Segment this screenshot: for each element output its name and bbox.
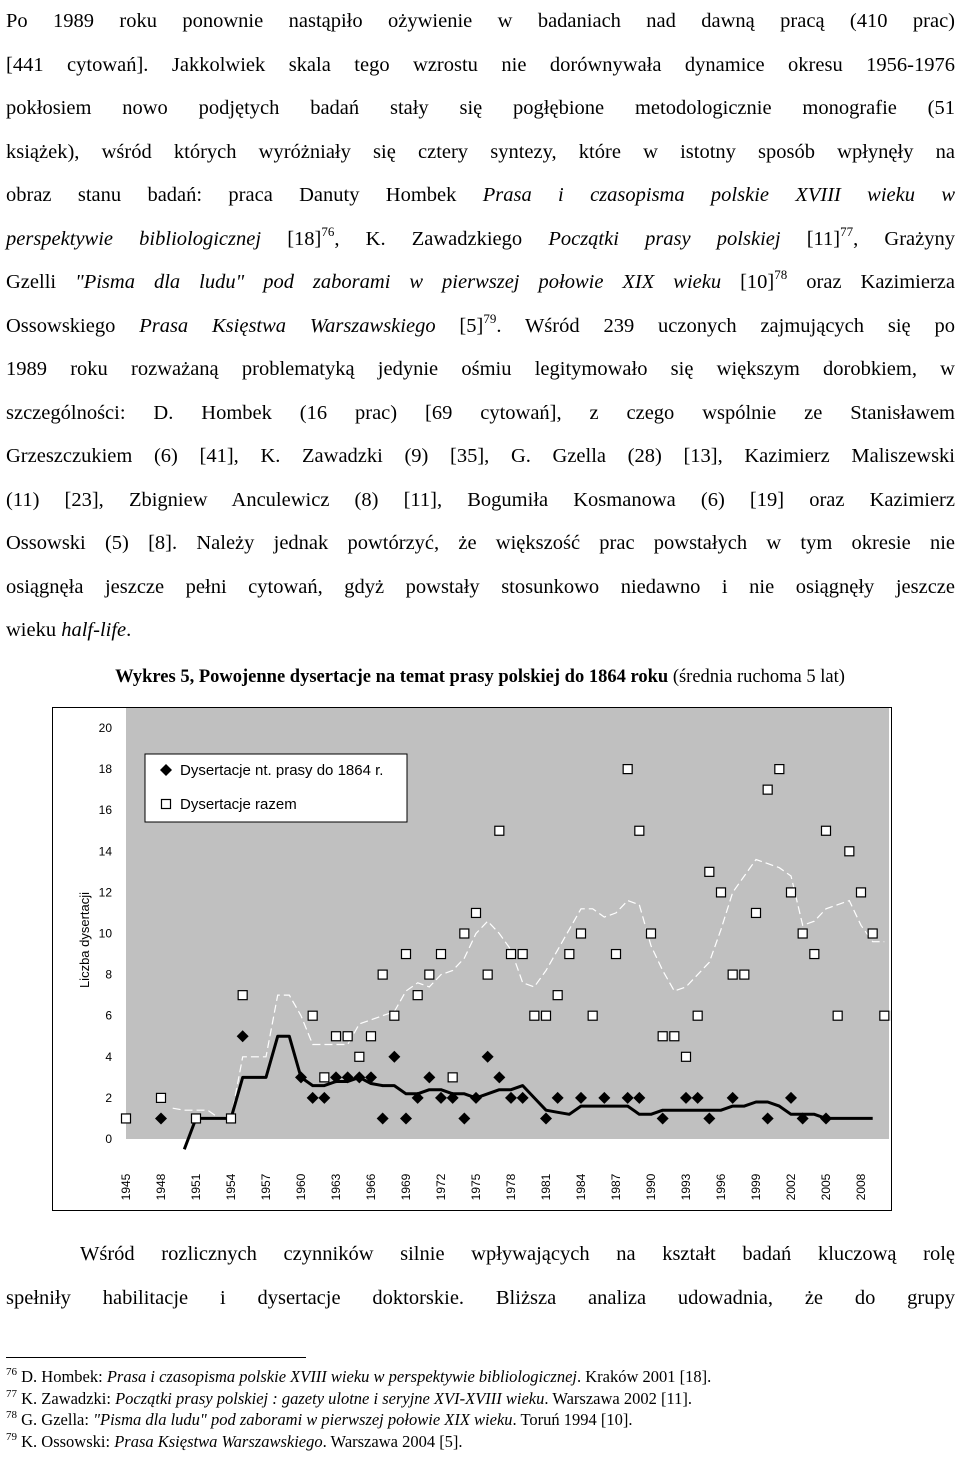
data-point-total-dissertations: [390, 1011, 399, 1020]
footnote-number: 79: [6, 1430, 17, 1443]
x-tick-label: 2005: [819, 1173, 833, 1201]
x-tick-label: 1981: [539, 1173, 553, 1201]
data-point-total-dissertations: [658, 1032, 667, 1041]
text-run: [10]: [721, 271, 775, 293]
data-point-total-dissertations: [635, 826, 644, 835]
text-run: Wśród rozlicznych czynników silnie wpływających na kształt badań kluczową rolę: [80, 1243, 955, 1265]
data-point-total-dissertations: [787, 888, 796, 897]
data-point-total-dissertations: [507, 950, 516, 959]
x-tick-label: 1996: [714, 1173, 728, 1201]
text-run: Grzeszczukiem (6) [41], K. Zawadzki (9) [35], G. Gzella (28) [13], Kazimierz Maliszewski: [6, 445, 955, 467]
italic-title: perspektywie bibliologicznej: [6, 227, 262, 250]
text-line: [6, 0, 955, 44]
italic-title: Prasa Księstwa Warszawskiego: [114, 1431, 323, 1451]
data-point-total-dissertations: [670, 1032, 679, 1041]
x-tick-label: 1978: [504, 1173, 518, 1201]
footnote-marker: 79: [483, 310, 497, 326]
footnote-rule: [6, 1357, 306, 1358]
data-point-total-dissertations: [472, 908, 481, 917]
text-run: . Toruń 1994 [10].: [512, 1410, 633, 1430]
x-tick-label: 1963: [329, 1173, 343, 1201]
x-tick-label: 2008: [854, 1173, 868, 1201]
y-tick-label: 0: [105, 1132, 112, 1146]
y-tick-label: 6: [105, 1008, 112, 1023]
data-point-total-dissertations: [798, 929, 807, 938]
data-point-total-dissertations: [483, 970, 492, 979]
x-tick-label: 1987: [609, 1173, 623, 1201]
text-run: . Kraków 2001 [18].: [577, 1367, 712, 1386]
data-point-total-dissertations: [530, 1011, 539, 1020]
footnote: [6, 1431, 956, 1453]
data-point-total-dissertations: [437, 950, 446, 959]
data-point-total-dissertations: [542, 1011, 551, 1020]
y-tick-label: 20: [98, 721, 112, 735]
text-run: K. Zawadzki:: [21, 1388, 116, 1408]
x-tick-label: 1993: [679, 1173, 693, 1201]
text-run: . Warszawa 2002 [11].: [544, 1388, 692, 1408]
x-tick-label: 1945: [119, 1173, 133, 1201]
data-point-total-dissertations: [332, 1032, 341, 1041]
data-point-total-dissertations: [402, 950, 411, 959]
data-point-total-dissertations: [227, 1114, 236, 1123]
x-tick-label: 1957: [259, 1173, 273, 1201]
italic-title: Początki prasy polskiej: [548, 227, 781, 250]
text-line: [6, 261, 955, 305]
text-line: [6, 566, 955, 610]
y-tick-label: 12: [98, 885, 112, 900]
data-point-total-dissertations: [367, 1032, 376, 1041]
italic-title: Prasa Księstwa Warszawskiego: [139, 314, 436, 337]
data-point-total-dissertations: [810, 950, 819, 959]
text-run: spełniły habilitacje i dysertacje doktorskie. Bliższa analiza udowadnia, że do grupy: [6, 1286, 955, 1309]
text-line: [6, 44, 955, 88]
y-tick-label: 10: [98, 926, 112, 941]
data-point-total-dissertations: [122, 1114, 131, 1123]
italic-title: Prasa i czasopisma polskie XVIII wieku w: [482, 184, 955, 206]
text-run: (11) [23], Zbigniew Anculewicz (8) [11], Bogumiła Kosmanowa (6) [19] oraz Kazimierz: [6, 488, 955, 511]
data-point-total-dissertations: [717, 888, 726, 897]
x-tick-label: 1960: [294, 1173, 308, 1201]
data-point-total-dissertations: [705, 867, 714, 876]
text-line: [6, 1233, 955, 1277]
text-run: osiągnęła jeszcze pełni cytowań, gdyż powstały stosunkowo niedawno i nie osiągnęły jeszcze: [6, 575, 955, 598]
data-point-total-dissertations: [857, 888, 866, 897]
text-run: [11]: [780, 227, 841, 250]
data-point-total-dissertations: [845, 847, 854, 856]
text-run: oraz Kazimierza: [787, 271, 955, 293]
footnote-number: 77: [6, 1387, 17, 1400]
footnote-marker: 76: [321, 223, 335, 239]
legend-label-total: Dysertacje razem: [180, 796, 297, 813]
text-run: G. Gzella:: [21, 1410, 94, 1430]
text-run: Ossowskiego: [6, 314, 140, 337]
data-point-total-dissertations: [868, 929, 877, 938]
y-tick-label: 2: [105, 1090, 112, 1105]
y-tick-label: 16: [98, 803, 112, 818]
text-line: [6, 435, 955, 479]
text-run: , K. Zawadzkiego: [334, 227, 549, 250]
data-point-total-dissertations: [775, 765, 784, 774]
text-run: wieku: [6, 619, 62, 641]
data-point-total-dissertations: [378, 970, 387, 979]
text-line: [6, 131, 955, 175]
legend-marker-square: [162, 800, 171, 809]
text-run: [5]: [435, 314, 484, 337]
x-tick-label: 1948: [154, 1173, 168, 1201]
italic-title: "Pisma dla ludu" pod zaborami w pierwszej połowie XIX wieku: [93, 1410, 513, 1430]
text-run: [441 cytowań]. Jakkolwiek skala tego wzrostu nie dorównywała dynamice okresu 1956-1976: [6, 53, 955, 76]
x-tick-label: 1990: [644, 1173, 658, 1201]
x-tick-label: 1975: [469, 1173, 483, 1201]
data-point-total-dissertations: [157, 1093, 166, 1102]
data-point-total-dissertations: [728, 970, 737, 979]
text-run: K. Ossowski:: [21, 1431, 115, 1451]
x-tick-label: 2002: [784, 1173, 798, 1201]
text-run: Ossowski (5) [8]. Należy jednak powtórzyć, że większość prac powstałych w tym okresie nie: [6, 532, 955, 554]
data-point-total-dissertations: [355, 1052, 364, 1061]
text-line: [6, 392, 955, 436]
text-line: [6, 1277, 955, 1321]
text-line: [6, 87, 955, 131]
y-tick-label: 4: [105, 1049, 112, 1064]
data-point-total-dissertations: [612, 950, 621, 959]
data-point-total-dissertations: [192, 1114, 201, 1123]
text-run: .: [126, 619, 132, 641]
data-point-total-dissertations: [518, 950, 527, 959]
footnotes: [6, 1366, 956, 1452]
data-point-total-dissertations: [752, 908, 761, 917]
y-tick-label: 14: [98, 844, 112, 859]
data-point-total-dissertations: [238, 991, 247, 1000]
data-point-total-dissertations: [623, 765, 632, 774]
italic-title: Prasa i czasopisma polskie XVIII wieku w perspektywie bibliologicznej: [106, 1367, 577, 1386]
text-line: [6, 348, 955, 392]
data-point-total-dissertations: [565, 950, 574, 959]
text-line: [6, 305, 955, 349]
y-tick-label: 8: [105, 967, 112, 982]
x-tick-label: 1969: [399, 1173, 413, 1201]
data-point-total-dissertations: [577, 929, 586, 938]
data-point-total-dissertations: [460, 929, 469, 938]
footnote: [6, 1366, 956, 1388]
footnote-marker: 78: [774, 267, 788, 282]
x-tick-label: 1951: [189, 1173, 203, 1201]
data-point-total-dissertations: [495, 826, 504, 835]
text-run: pokłosiem nowo podjętych badań stały się pogłębione metodologicznie monografie (51: [6, 97, 955, 119]
footnote-number: 76: [6, 1366, 17, 1378]
italic-title: half-life: [61, 619, 127, 641]
x-tick-label: 1984: [574, 1173, 588, 1201]
text-run: szczególności: D. Hombek (16 prac) [69 cytowań], z czego wspólnie ze Stanisławem: [6, 401, 955, 424]
legend-label-press: Dysertacje nt. prasy do 1864 r.: [180, 762, 384, 779]
text-line: [6, 174, 955, 218]
text-run: Gzelli: [6, 271, 76, 293]
figure-caption-note: (średnia ruchoma 5 lat): [668, 667, 845, 687]
data-point-total-dissertations: [343, 1032, 352, 1041]
data-point-total-dissertations: [740, 970, 749, 979]
text-run: [18]: [261, 227, 322, 250]
footnote: [6, 1409, 956, 1431]
chart-frame: [52, 707, 892, 1211]
y-tick-label: 18: [98, 762, 112, 777]
italic-title: "Pisma dla ludu" pod zaborami w pierwszej połowie XIX wieku: [75, 271, 722, 293]
data-point-total-dissertations: [425, 970, 434, 979]
text-run: . Wśród 239 uczonych zajmujących się po: [496, 314, 955, 337]
text-line: [6, 609, 955, 653]
data-point-total-dissertations: [448, 1073, 457, 1082]
x-tick-label: 1954: [224, 1173, 238, 1201]
body-paragraph-2: [6, 1233, 955, 1320]
chart: [53, 708, 891, 1210]
figure-caption: [0, 667, 960, 688]
data-point-total-dissertations: [413, 991, 422, 1000]
data-point-total-dissertations: [822, 826, 831, 835]
data-point-total-dissertations: [880, 1011, 889, 1020]
data-point-total-dissertations: [833, 1011, 842, 1020]
x-tick-label: 1966: [364, 1173, 378, 1201]
footnote-number: 78: [6, 1409, 17, 1422]
text-run: , Grażyny: [853, 227, 955, 250]
footnote-marker: 77: [840, 223, 854, 239]
data-point-total-dissertations: [647, 929, 656, 938]
figure-caption-title: Wykres 5, Powojenne dysertacje na temat prasy polskiej do 1864 roku: [115, 667, 669, 687]
body-paragraph-1: [6, 0, 955, 653]
data-point-total-dissertations: [553, 991, 562, 1000]
x-tick-label: 1972: [434, 1173, 448, 1201]
footnote: [6, 1388, 956, 1410]
data-point-total-dissertations: [693, 1011, 702, 1020]
data-point-total-dissertations: [320, 1073, 329, 1082]
data-point-total-dissertations: [588, 1011, 597, 1020]
text-line: [6, 522, 955, 566]
text-run: obraz stanu badań: praca Danuty Hombek: [6, 184, 483, 206]
data-point-total-dissertations: [682, 1052, 691, 1061]
text-run: książek), wśród których wyróżniały się cztery syntezy, które w istotny sposób wpłynęły na: [6, 140, 955, 163]
text-run: D. Hombek:: [21, 1367, 107, 1386]
text-run: 1989 roku rozważaną problematyką jedynie ośmiu legitymowało się większym dorobkiem, w: [6, 358, 955, 380]
italic-title: Początki prasy polskiej : gazety ulotne i seryjne XVI-XVIII wieku: [115, 1388, 545, 1408]
data-point-total-dissertations: [763, 785, 772, 794]
text-run: Po 1989 roku ponownie nastąpiło ożywienie w badaniach nad dawną pracą (410 prac): [6, 10, 955, 32]
text-line: [6, 218, 955, 262]
text-line: [6, 479, 955, 523]
text-run: . Warszawa 2004 [5].: [322, 1431, 463, 1451]
y-axis-label: Liczba dysertacji: [77, 891, 92, 989]
x-tick-label: 1999: [749, 1173, 763, 1201]
data-point-total-dissertations: [308, 1011, 317, 1020]
